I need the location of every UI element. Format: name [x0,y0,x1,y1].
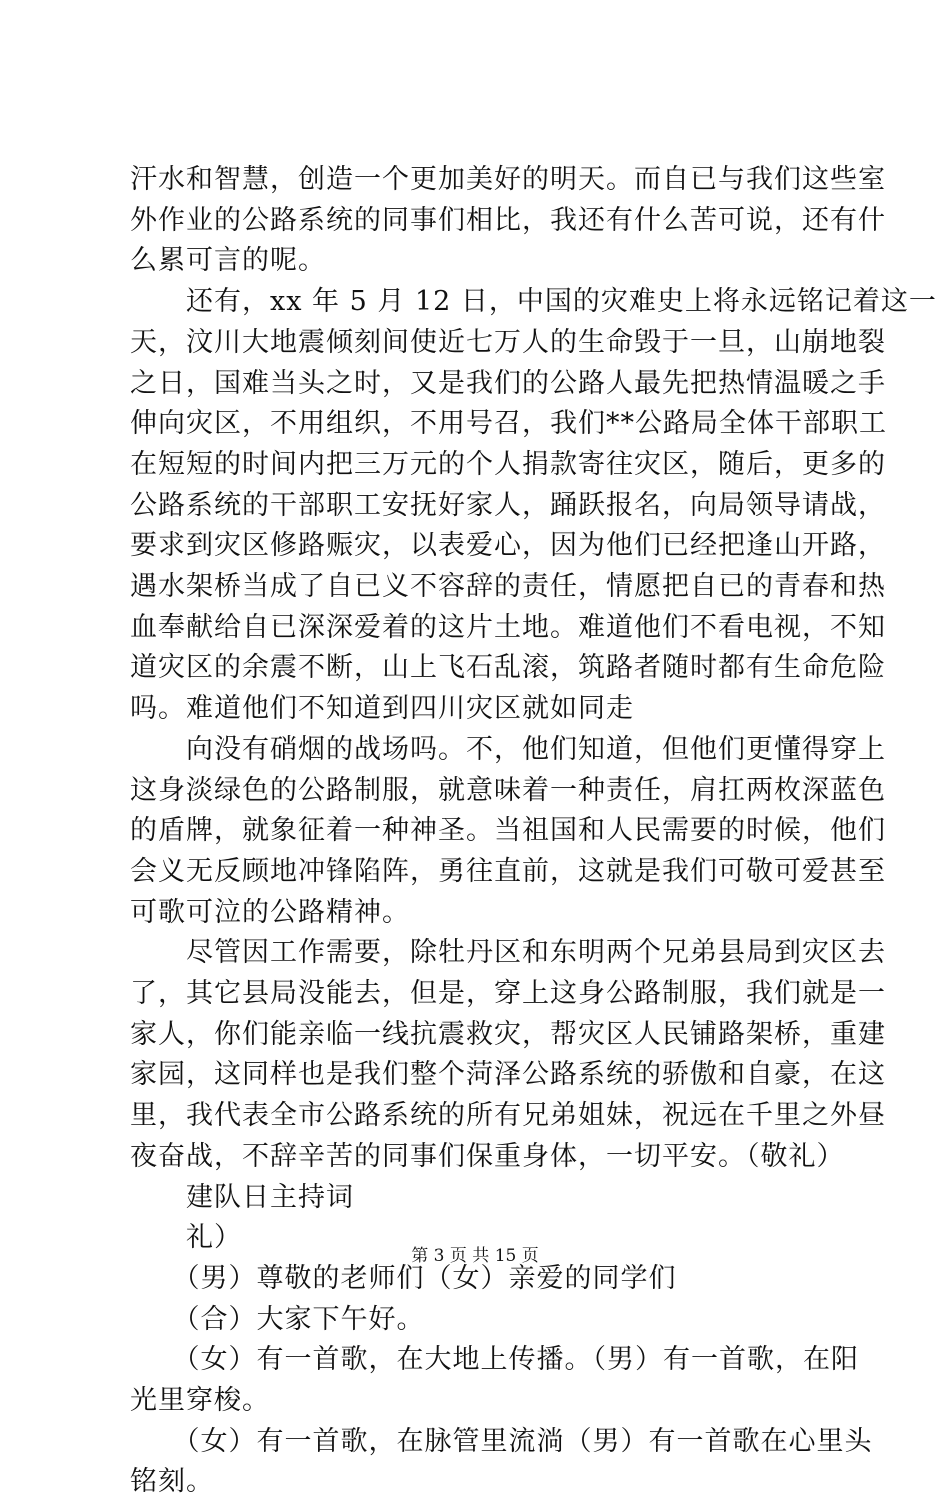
text-line: 还有，xx 年 5 月 12 日，中国的灾难史上将永远铭记着这一 [130,286,937,318]
text-line: 了，其它县局没能去，但是，穿上这身公路制服，我们就是一 [130,978,886,1009]
text-line: 血奉献给自已深深爱着的这片土地。难道他们不看电视，不知 [130,611,886,643]
text-line: 天，汶川大地震倾刻间使近七万人的生命毁于一旦，山崩地裂 [130,326,886,358]
text-line: （女）有一首歌，在脉管里流淌（男）有一首歌在心里头 [130,1425,873,1457]
text-line: 可歌可泣的公路精神。 [130,896,410,928]
text-line: 么累可言的呢。 [130,245,326,277]
text-line: 家人，你们能亲临一线抗震救灾，帮灾区人民铺路架桥，重建 [130,1018,886,1050]
page-footer: 第 3 页 共 15 页 [411,1246,539,1266]
text-line: （男）尊敬的老师们（女）亲爱的同学们 [130,1262,677,1294]
text-line: 建队日主持词 [130,1181,354,1213]
text-line: 道灾区的余震不断，山上飞石乱滚，筑路者随时都有生命危险 [130,652,886,684]
text-line: 之日，国难当头之时，又是我们的公路人最先把热情温暖之手 [130,367,886,399]
text-line: 向没有硝烟的战场吗。不，他们知道，但他们更懂得穿上 [130,733,886,765]
text-line: 光里穿梭。 [130,1385,270,1416]
text-line: （合）大家下午好。 [130,1303,425,1335]
text-line: 吗。难道他们不知道到四川灾区就如同走 [130,693,634,725]
text-line: （女）有一首歌，在大地上传播。（男）有一首歌，在阳 [130,1344,859,1376]
text-line: 在短短的时间内把三万元的个人捐款寄往灾区，随后，更多的 [130,448,886,480]
text-line: 这身淡绿色的公路制服，就意味着一种责任，肩扛两枚深蓝色 [130,774,886,806]
text-line: 汗水和智慧，创造一个更加美好的明天。而自已与我们这些室 [130,164,886,195]
text-line: 要求到灾区修路赈灾，以表爱心，因为他们已经把逢山开路， [130,530,886,562]
text-line: 外作业的公路系统的同事们相比，我还有什么苦可说，还有什 [130,204,886,236]
text-line: 遇水架桥当成了自已义不容辞的责任，情愿把自已的青春和热 [130,571,886,602]
text-line: 家园，这同样也是我们整个菏泽公路系统的骄傲和自豪，在这 [130,1059,886,1091]
text-line: 铭刻。 [130,1466,214,1498]
text-line: 公路系统的干部职工安抚好家人，踊跃报名，向局领导请战， [130,489,886,521]
text-line: 尽管因工作需要，除牡丹区和东明两个兄弟县局到灾区去 [130,937,886,969]
text-line: 礼） [130,1222,242,1254]
text-line: 里，我代表全市公路系统的所有兄弟姐妹，祝远在千里之外昼 [130,1100,886,1132]
text-line: 的盾牌，就象征着一种神圣。当祖国和人民需要的时候，他们 [130,815,886,847]
text-line: 会义无反顾地冲锋陷阵，勇往直前，这就是我们可敬可爱甚至 [130,855,886,887]
text-line: 伸向灾区，不用组织，不用号召，我们**公路局全体干部职工 [130,408,887,440]
text-line: 夜奋战，不辞辛苦的同事们保重身体，一切平安。（敬礼） [130,1140,845,1172]
